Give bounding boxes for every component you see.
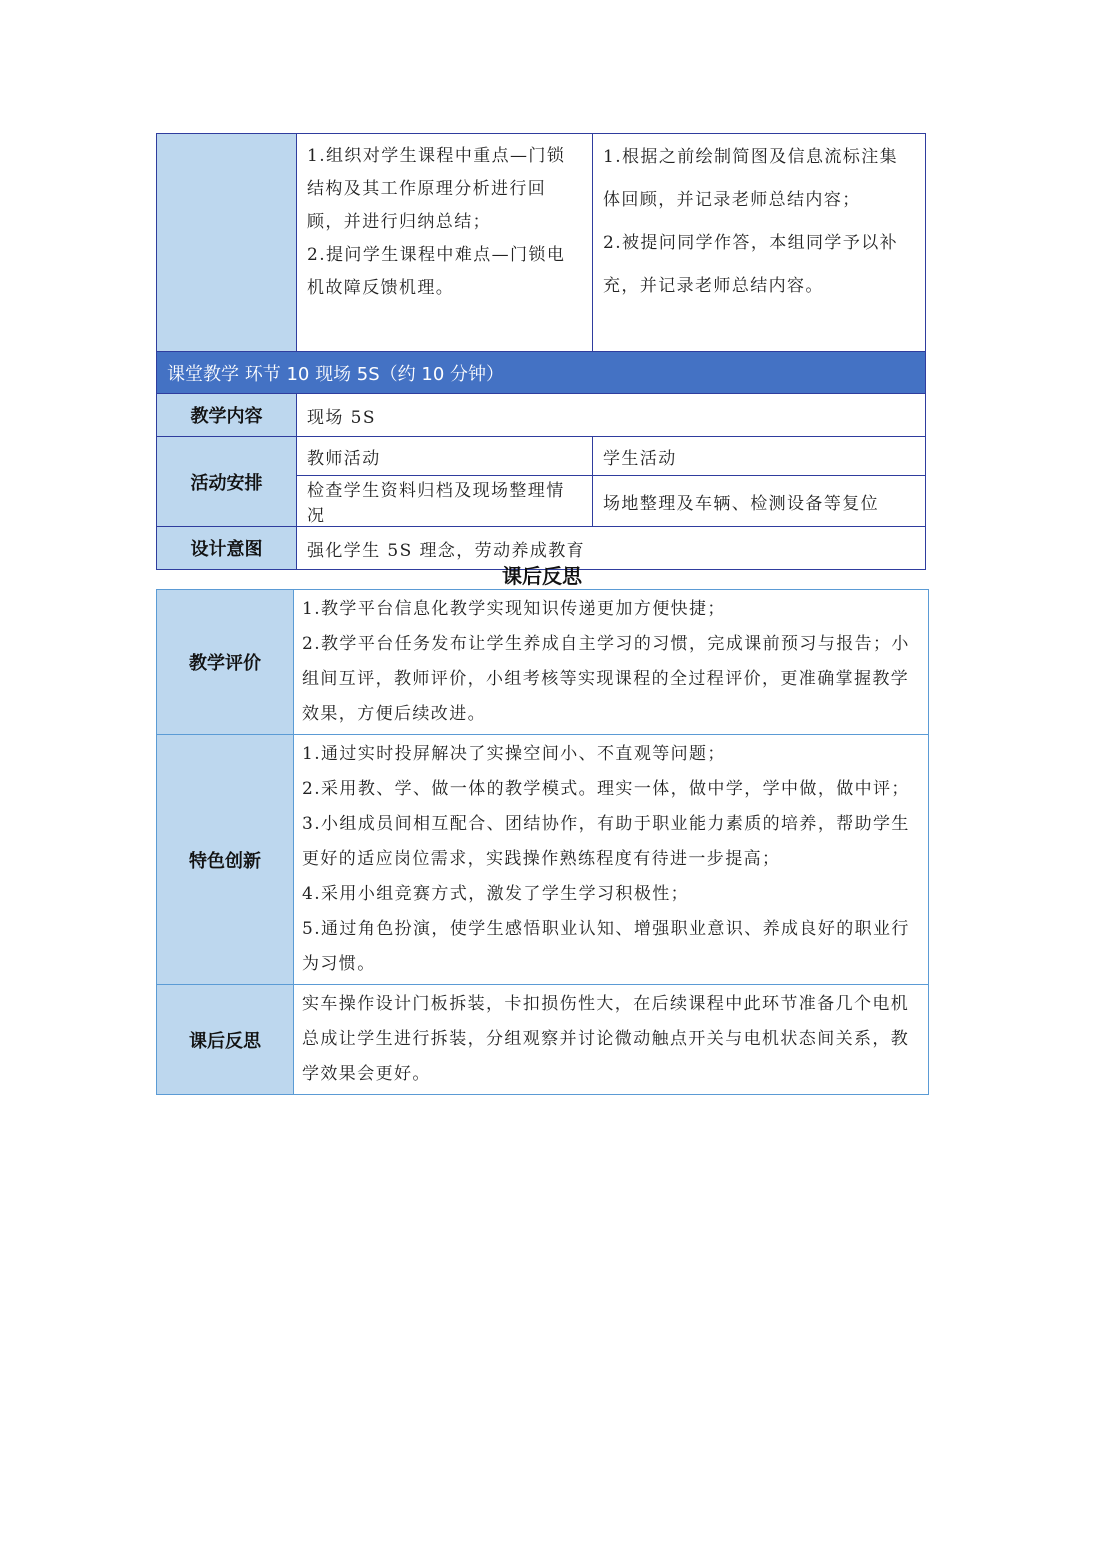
teacher-review-line: 2.提问学生课程中难点—门锁电机故障反馈机理。 <box>307 245 566 298</box>
innovation-content <box>294 735 929 985</box>
innovation-line: 5.通过角色扮演，使学生感悟职业认知、增强职业意识、养成良好的职业行为习惯。 <box>302 919 910 974</box>
teacher-review-cell <box>297 134 593 352</box>
reflection-content <box>294 985 929 1095</box>
teacher-review-line: 1.组织对学生课程中重点—门锁结构及其工作原理分析进行回顾，并进行归纳总结； <box>307 146 566 232</box>
evaluation-label: 教学评价 <box>157 590 294 735</box>
student-activity-header: 学生活动 <box>593 437 926 476</box>
design-value: 强化学生 5S 理念，劳动养成教育 <box>297 527 926 570</box>
content-label: 教学内容 <box>157 394 297 437</box>
content-value: 现场 5S <box>297 394 926 437</box>
innovation-row <box>157 735 929 985</box>
section-banner: 课堂教学 环节 10 现场 5S（约 10 分钟） <box>157 352 926 394</box>
evaluation-content <box>294 590 929 735</box>
section-banner-row <box>157 352 926 394</box>
evaluation-line: 1.教学平台信息化教学实现知识传递更加方便快捷； <box>302 599 726 619</box>
evaluation-row <box>157 590 929 735</box>
activity-header-row <box>157 437 926 476</box>
review-label-cell <box>157 134 297 352</box>
content-row <box>157 394 926 437</box>
student-review-line: 2.被提问同学作答，本组同学予以补充，并记录老师总结内容。 <box>603 233 899 296</box>
innovation-line: 4.采用小组竞赛方式，激发了学生学习积极性； <box>302 884 690 904</box>
reflection-table <box>156 589 929 1095</box>
innovation-line: 1.通过实时投屏解决了实操空间小、不直观等问题； <box>302 744 726 764</box>
teacher-activity: 检查学生资料归档及现场整理情况 <box>297 476 593 527</box>
student-review-cell <box>593 134 926 352</box>
reflection-label: 课后反思 <box>157 985 294 1095</box>
activity-label: 活动安排 <box>157 437 297 527</box>
student-review-line: 1.根据之前绘制简图及信息流标注集体回顾，并记录老师总结内容； <box>603 147 899 210</box>
innovation-line: 3.小组成员间相互配合、团结协作，有助于职业能力素质的培养，帮助学生更好的适应岗位需求，实践操作熟练程度有待进一步提高； <box>302 814 910 869</box>
lesson-plan-table <box>156 133 926 570</box>
student-activity: 场地整理及车辆、检测设备等复位 <box>593 476 926 527</box>
teacher-activity-header: 教师活动 <box>297 437 593 476</box>
innovation-label: 特色创新 <box>157 735 294 985</box>
evaluation-line: 2.教学平台任务发布让学生养成自主学习的习惯，完成课前预习与报告；小组间互评，教师评价，小组考核等实现课程的全过程评价，更准确掌握教学效果，方便后续改进。 <box>302 634 910 724</box>
innovation-line: 2.采用教、学、做一体的教学模式。理实一体，做中学，学中做，做中评； <box>302 779 910 799</box>
review-row <box>157 134 926 352</box>
section-title: 课后反思 <box>502 564 582 588</box>
reflection-line: 实车操作设计门板拆装，卡扣损伤性大，在后续课程中此环节准备几个电机总成让学生进行拆装，分组观察并讨论微动触点开关与电机状态间关系，教学效果会更好。 <box>302 994 910 1084</box>
reflection-row <box>157 985 929 1095</box>
design-label: 设计意图 <box>157 527 297 570</box>
